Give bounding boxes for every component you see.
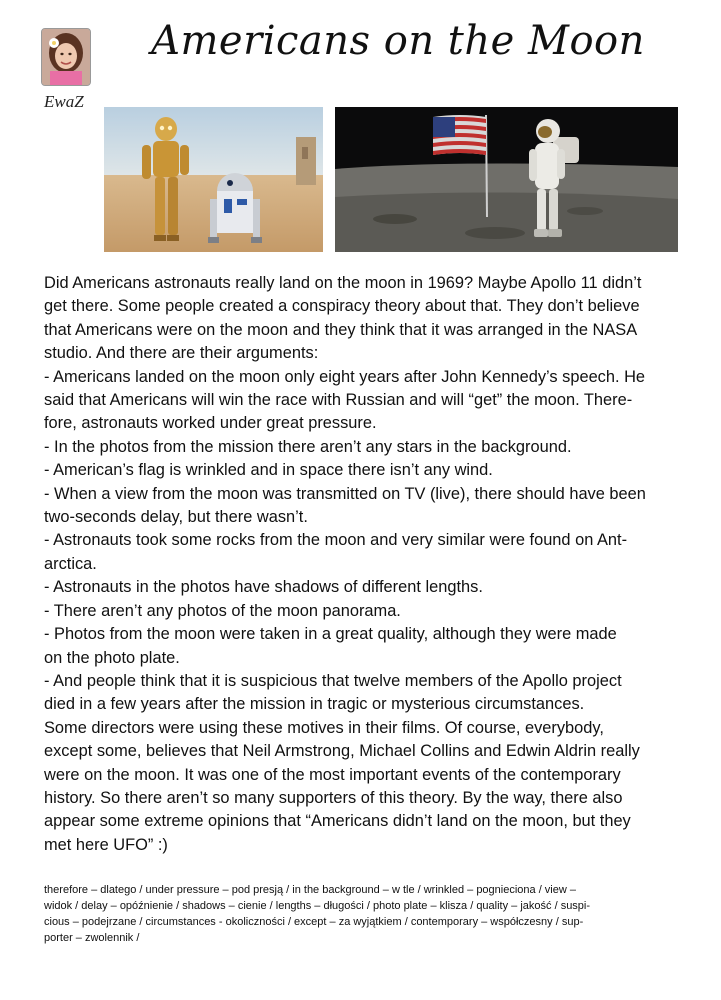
body-line: that Americans were on the moon and they think that it was arranged in the NASA [44,320,638,339]
body-line: studio. And there are their arguments: [44,344,319,363]
article-body [44,272,688,857]
page-title: Americans on the Moon [151,18,645,64]
author-avatar [41,28,91,86]
glossary-line: porter – zwolennik / [44,932,140,944]
body-line: - In the photos from the mission there aren’t any stars in the background. [44,437,572,456]
moon-landing-photo [335,107,678,252]
body-line: met here UFO” :) [44,835,168,854]
body-line: history. So there aren’t so many supporters of this theory. By the way, there also [44,788,623,807]
body-line: - When a view from the moon was transmitted on TV (live), there should have been [44,484,646,503]
body-line: get there. Some people created a conspiracy theory about that. They don’t believe [44,297,640,316]
body-line: - Photos from the moon were taken in a great quality, although they were made [44,625,617,644]
body-line: were on the moon. It was one of the most important events of the contemporary [44,765,621,784]
body-line: appear some extreme opinions that “Americans didn’t land on the moon, but they [44,812,631,831]
body-line: - American’s flag is wrinkled and in space there isn’t any wind. [44,461,493,480]
body-line: on the photo plate. [44,648,180,667]
body-line: said that Americans will win the race with Russian and will “get” the moon. There- [44,391,633,410]
robots-photo [104,107,323,252]
glossary-line: cious – podejrzane / circumstances - okoliczności / except – za wyjątkiem / contemporary – współczesny / sup- [44,916,584,928]
body-line: Some directors were using these motives in their films. Of course, everybody, [44,718,604,737]
body-line: - Americans landed on the moon only eight years after John Kennedy’s speech. He [44,367,646,386]
body-line: arctica. [44,554,97,573]
astronaut-flag-moon-icon [335,107,678,252]
body-line: two-seconds delay, but there wasn’t. [44,508,308,527]
glossary-line: widok / delay – opóźnienie / shadows – cienie / lengths – długości / photo plate – klisza / quality – jakość / suspi- [44,900,591,912]
girl-portrait-icon [42,29,90,85]
body-line: except some, believes that Neil Armstrong, Michael Collins and Edwin Aldrin really [44,742,640,761]
body-line: died in a few years after the mission in tragic or mysterious circumstances. [44,695,585,714]
droid-robots-desert-icon [104,107,323,252]
vocabulary-glossary [44,882,676,946]
body-line: - Astronauts took some rocks from the moon and very similar were found on Ant- [44,531,628,550]
body-line: - There aren’t any photos of the moon panorama. [44,601,401,620]
body-line: - And people think that it is suspicious that twelve members of the Apollo project [44,671,622,690]
glossary-line: therefore – dlatego / under pressure – pod presją / in the background – w tle / wrinkled – pognieciona / view – [44,884,576,896]
body-line: Did Americans astronauts really land on the moon in 1969? Maybe Apollo 11 didn’t [44,274,642,292]
body-line: - Astronauts in the photos have shadows of different lengths. [44,578,483,597]
body-line: fore, astronauts worked under great pressure. [44,414,377,433]
author-name: EwaZ [44,92,84,111]
